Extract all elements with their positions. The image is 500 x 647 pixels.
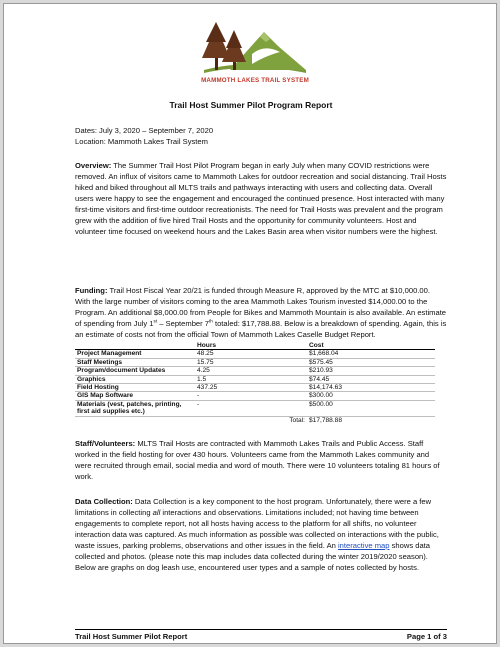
budget-cost: $14,174.63: [307, 384, 435, 392]
interactive-map-link[interactable]: interactive map: [337, 541, 390, 550]
staff-label: Staff/Volunteers:: [75, 439, 136, 448]
budget-hours: 15.75: [195, 358, 307, 366]
table-row: [75, 384, 435, 392]
data-collection-text-a: Data Collection is a key component to the host program. Unfortunately, there were a few limitations in collecting: [75, 497, 432, 517]
budget-item: Field Hosting: [75, 384, 195, 392]
table-row: [75, 400, 435, 416]
budget-hours: 48.25: [195, 350, 307, 358]
budget-cost: $500.00: [307, 400, 435, 416]
budget-total-row: [75, 416, 435, 424]
budget-item: Graphics: [75, 375, 195, 383]
budget-header-hours: Hours: [195, 342, 307, 350]
budget-hours: 437.25: [195, 384, 307, 392]
document-page: [3, 3, 497, 644]
funding-sup-b: th: [209, 318, 213, 324]
budget-total-value: $17,788.88: [307, 416, 435, 424]
logo-text: MAMMOTH LAKES TRAIL SYSTEM: [201, 77, 309, 84]
budget-hours: -: [195, 392, 307, 400]
funding-sup-a: st: [153, 318, 158, 324]
funding-text-b: – September 7: [157, 319, 210, 328]
overview-paragraph: [75, 160, 447, 237]
budget-hours: -: [195, 400, 307, 416]
data-collection-text-c: shows data collected and photos. (please note this map includes data collected during the winter 2019/2020 season). Below are graphs on dog leash use, encountered user types and a sample of notes collected by hosts.: [75, 541, 431, 572]
budget-item: Project Management: [75, 350, 195, 358]
table-row: [75, 367, 435, 375]
data-collection-emphasis: all: [152, 508, 161, 517]
dates-line: Dates: July 3, 2020 – September 7, 2020: [75, 126, 214, 135]
funding-text-c: totaled: $17,788.88. Below is a breakdown of spending. Again, this is an estimate of costs not from the official Town of Mammoth Lakes Caselle Budget Report.: [75, 319, 447, 339]
report-title: Trail Host Summer Pilot Program Report: [169, 100, 333, 110]
overview-text: The Summer Trail Host Pilot Program began in early July when many COVID restrictions were removed. An influx of visitors came to Mammoth Lakes for outdoor recreation and social distancing. Trail Hosts hiked and biked throughout all MLTS trails and pathways interacting with users and collecting data. Overall users were happy to see the engagement and encouraged the continued presence. Host interacted with many first-time visitors and first-time outdoor recreationists. The need for Trail Hosts was prevalent and the program grew with the addition of five hired Trail Hosts and the opportunity for community volunteers. Host and volunteer time focused on weekend hours and the Lakes Basin area when visitor numbers were the highest.: [75, 161, 447, 236]
trees-mountain-logo-icon: [194, 18, 316, 78]
table-row: [75, 350, 435, 358]
dates-location-block: [75, 125, 447, 147]
budget-header-item: [75, 342, 195, 350]
budget-item: Materials (vest, patches, printing, first aid supplies etc.): [75, 400, 195, 416]
staff-text: MLTS Trail Hosts are contracted with Mammoth Lakes Trails and Public Access. Staff worked in the field hosting for over 430 hours. Volunteers came from the Mammoth Lakes community and were recruited through email, social media and word of mouth. There were 10 volunteers totaling 81 hours of work.: [75, 439, 440, 481]
table-row: [75, 375, 435, 383]
budget-cost: $74.45: [307, 375, 435, 383]
funding-label: Funding:: [75, 286, 108, 295]
staff-volunteers-paragraph: [75, 438, 447, 482]
overview-label: Overview:: [75, 161, 112, 170]
budget-table: [75, 342, 435, 424]
budget-header-cost: Cost: [307, 342, 435, 350]
data-collection-paragraph: [75, 496, 447, 573]
data-collection-text-b: interactions and observations. Limitations included; not having time between engagements to complete report, not all hosts having access to the platform for all shifts, no volunteer interaction data was captured. As much information as possible was collected on interactions with the public, waste issues, parking problems, observations and other issues in the field. An: [75, 508, 439, 550]
data-collection-label: Data Collection:: [75, 497, 133, 506]
budget-item: Staff Meetings: [75, 358, 195, 366]
budget-hours: 4.25: [195, 367, 307, 375]
location-line: Location: Mammoth Lakes Trail System: [75, 137, 208, 146]
budget-total-label: Total:: [195, 416, 307, 424]
funding-paragraph: [75, 285, 447, 340]
budget-cost: $1,668.04: [307, 350, 435, 358]
footer-page-number: Page 1 of 3: [406, 632, 447, 641]
table-row: [75, 358, 435, 366]
budget-cost: $210.93: [307, 367, 435, 375]
funding-text-a: Trail Host Fiscal Year 20/21 is funded through Measure R, approved by the MTC at $10,000.00. With the large number of visitors coming to the area Mammoth Lakes Tourism invested $14,000.00 to the Program. An additional $8,000.00 from People for Bikes and Mammoth Mountain is also available. An estimate of spending from July 1: [75, 286, 447, 328]
budget-cost: $575.45: [307, 358, 435, 366]
budget-cost: $300.00: [307, 392, 435, 400]
footer-report-name: Trail Host Summer Pilot Report: [75, 632, 188, 641]
table-row: [75, 392, 435, 400]
footer-divider: [75, 629, 447, 630]
mammoth-lakes-trail-system-logo: [194, 18, 316, 90]
budget-item: Program/document Updates: [75, 367, 195, 375]
budget-hours: 1.5: [195, 375, 307, 383]
budget-item: GIS Map Software: [75, 392, 195, 400]
budget-header-row: [75, 342, 435, 350]
